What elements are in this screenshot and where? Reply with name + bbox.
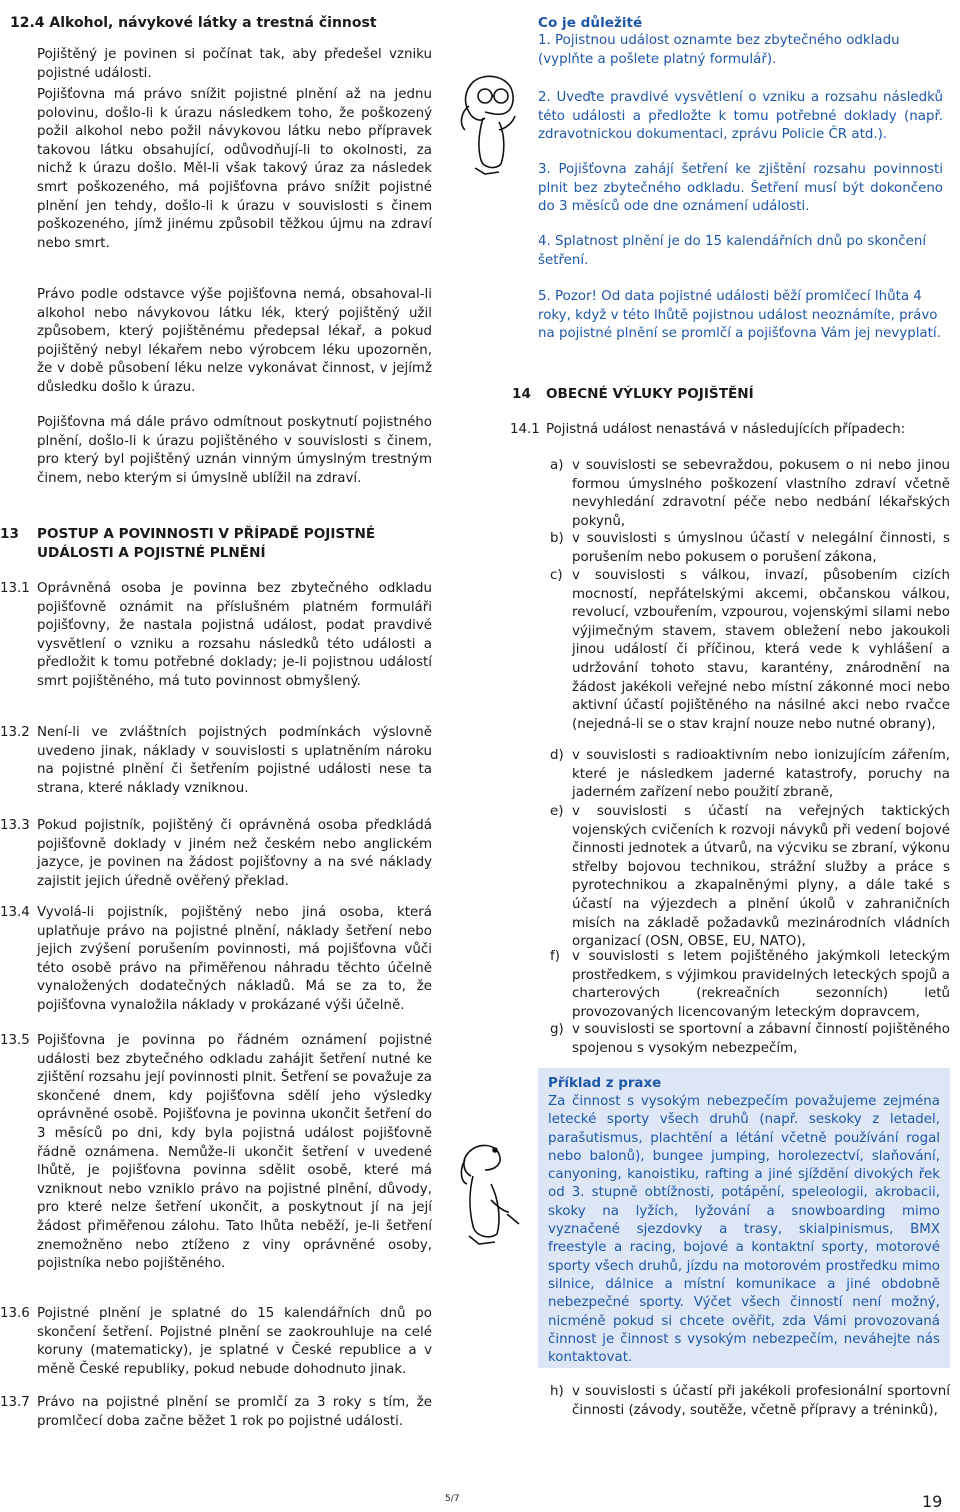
item-text: Pojistné plnění je splatné do 15 kalendářních dnů po skončení šetření. Pojistné plnění se zaokrouhluje na celé koruny (matematicky), je splatné v České republice a v měně České republiky, pokud nebude dohodnuto jinak. <box>37 1306 432 1377</box>
item-text: v souvislosti se sportovní a zábavní činností pojištěného spojenou s vysokým nebezpečím, <box>572 1022 950 1056</box>
exclusion-item <box>550 747 950 803</box>
important-item: 1. Pojistnou událost oznamte bez zbytečného odkladu (vyplňte a pošlete platný formulář). <box>538 33 900 67</box>
item-number: 13.2 <box>0 725 30 740</box>
item-letter: e) <box>550 804 564 819</box>
item-letter: c) <box>550 568 563 583</box>
paragraph: Pojišťovna má právo snížit pojistné plnění až na jednu polovinu, došlo-li k úrazu následkem toho, že poškozený požil alkohol nebo požil návykovou látku nebo přípravek takovou látku obsahující, odůvodňují-li to okolnosti, za nichž k úrazu došlo. Měl-li však takový úraz za následek smrt poškozeného, má pojišťovna právo snížit pojistné plnění jen tehdy, došlo-li k úrazu v souvislosti s činem poškozeného, jímž jinému způsobil těžkou újmu na zdraví nebo smrt. <box>37 87 432 251</box>
section-12-4-title: 12.4 Alkohol, návykové látky a trestná činnost <box>10 15 377 31</box>
snoopy-pointer-illustration <box>455 1140 520 1250</box>
item-text: Pokud pojistník, pojištěný či oprávněná osoba předkládá pojišťovně doklady v jiném než českém nebo anglickém jazyce, je povinen na žádost pojišťovny a na své náklady zajistit jejich úředně ověřený překlad. <box>37 818 432 889</box>
section-13-title: POSTUP A POVINNOSTI V PŘÍPADĚ POJISTNÉ UDÁLOSTI A POJISTNÉ PLNĚNÍ <box>37 526 376 561</box>
item-text: Pojišťovna je povinna po řádném oznámení pojistné události bez zbytečného odkladu zahájit šetření nutné ke zjištění rozsahu její povinnosti plnit. Šetření se považuje za skončené dnem, kdy pojišťovna sdělí jeho výsledky oprávněné osobě. Pojišťovna je povinna ukončit šetření do 3 měsíců po dni, kdy byla pojistná událost pojišťovně řádně oznámena. Nemůže-li ukončit šetření v uvedené lhůtě, je pojišťovna povinna sdělit osobě, které má vzniknout nebo vzniklo právo na pojistné plnění, důvody, pro které nelze šetření ukončit, a poskytnout jí na její žádost přiměřenou zálohu. Tato lhůta neběží, je-li šetření znemožněno nebo ztíženo z viny oprávněné osoby, pojistníka nebo pojištěného. <box>37 1033 432 1272</box>
item-number: 13.7 <box>0 1395 30 1410</box>
snoopy-thinking-illustration <box>455 72 520 177</box>
important-item: 4. Splatnost plnění je do 15 kalendářních dnů po skončení šetření. <box>538 234 927 268</box>
exclusion-item <box>550 948 950 1022</box>
item-text: Není-li ve zvláštních pojistných podmínkách výslovně uvedeno jinak, náklady v souvislosti s uplatněním nároku na pojistné plnění či šetřením pojistné události nese ta strana, které náklady vzniknou. <box>37 725 432 796</box>
item-text: Vyvolá-li pojistník, pojištěný nebo jiná osoba, která uplatňuje právo na pojistné plnění, náklady šetření nebo jejich zvýšení porušením povinnosti, má pojišťovna vůči této osobě právo na přiměřenou náhradu těchto účelně vynaložených dodatečných nákladů. Má se za to, že pojišťovna vynaložila náklady v prokázané výši účelně. <box>37 905 432 1013</box>
exclusion-item <box>550 530 950 567</box>
item-text: v souvislosti s radioaktivním nebo ionizujícím zářením, které je následkem jaderné katastrofy, poruchy na jaderném zařízení nebo použití zbraně, <box>572 748 950 801</box>
item-text: Právo na pojistné plnění se promlčí za 3 roky s tím, že promlčecí doba začne běžet 1 rok po pojistné události. <box>37 1395 432 1429</box>
exclusion-item <box>550 803 950 952</box>
item-number: 13.5 <box>0 1033 30 1048</box>
important-item: 5. Pozor! Od data pojistné události běží promlčecí lhůta 4 roky, když v této lhůtě pojistnou událost neoznámíte, právo na pojistné plnění se promlčí a pojišťovna Vám jej nevyplatí. <box>538 289 941 342</box>
important-item: 2. Uveďte pravdivé vysvětlení o vzniku a rozsahu následků této události a předložte k tomu potřebné doklady (např. zdravotnickou dokumentaci, zprávu Policie ČR atd.). <box>538 90 943 143</box>
exclusion-item <box>550 1383 950 1420</box>
item-number: 13.6 <box>0 1306 30 1321</box>
section-14-title: OBECNÉ VÝLUKY POJIŠTĚNÍ <box>546 386 754 402</box>
paragraph: Pojišťovna má dále právo odmítnout poskytnutí pojistného plnění, došlo-li k úrazu pojištěného v souvislosti s činem, pro který byl pojištěný uznán vinným úmyslným trestným činem, nebo kterým si úmyslně ublížil na zdraví. <box>37 415 432 486</box>
item-number: 14.1 <box>510 422 540 437</box>
item-text: v souvislosti se sebevraždou, pokusem o ni nebo jinou formou úmyslného poškození vlastního zdraví včetně nevyhledání zdravotní péče nebo nedbání lékařských pokynů, <box>572 458 950 529</box>
item-letter: h) <box>550 1384 564 1399</box>
section-14-intro: Pojistná událost nenastává v následujících případech: <box>546 422 906 437</box>
exclusion-item <box>550 457 950 531</box>
page-fraction: 5/7 <box>445 1494 460 1504</box>
item-text: v souvislosti s účastí při jakékoli profesionální sportovní činnosti (závody, soutěže, včetně přípravy a tréninků), <box>572 1384 950 1418</box>
item-text: v souvislosti s válkou, invazí, působením cizích mocností, nepřátelskými akcemi, občanskou válkou, revolucí, vzbouřením, vzpourou, vojenskými silami nebo výjimečným stavem, stavem obležení nebo jakoukoli jinou událostí či příčinou, která vede k vyhlášení a udržování tohoto stavu, karantény, znárodnění na žádost jakékoli veřejné nebo místní zákonné moci nebo aktivní účastí pojištěného na násilné akci nebo rvačce (nejedná-li se o stav krajní nouze nebo nutné obrany), <box>572 568 950 732</box>
example-title: Příklad z praxe <box>548 1076 662 1091</box>
item-number: 13.4 <box>0 905 30 920</box>
item-number: 13.1 <box>0 581 30 596</box>
paragraph: Právo podle odstavce výše pojišťovna nemá, obsahoval-li alkohol nebo návykovou látku lék, který pojištěný užil způsobem, který pojištěnému předepsal lékař, a pokud pojištěný nebyl lékařem nebo výrobcem léku upozorněn, že v době působení léku nelze vykonávat činnost, v jejímž důsledku došlo k úrazu. <box>37 287 432 395</box>
item-text: Oprávněná osoba je povinna bez zbytečného odkladu pojišťovně oznámit na příslušném platném formuláři pojišťovny, že nastala pojistná událost, podat pravdivé vysvětlení o vzniku a rozsahu následků této události a předložit k tomu potřebné doklady; je-li pojistnou událostí smrt pojištěného, má tuto povinnost obmyšlený. <box>37 581 432 689</box>
item-letter: f) <box>550 949 560 964</box>
important-title: Co je důležité <box>538 15 643 31</box>
item-text: v souvislosti s úmyslnou účastí v nelegální činnosti, s porušením nebo pokusem o porušení zákona, <box>572 531 950 565</box>
exclusion-item <box>550 1021 950 1058</box>
item-text: v souvislosti s letem pojištěného jakýmkoli leteckým prostředkem, s výjimkou pravidelných leteckých spojů a charterových (rekreačních sezonních) letů provozovaných licencovaným leteckým dopravcem, <box>572 949 950 1020</box>
exclusion-item <box>550 567 950 734</box>
item-letter: g) <box>550 1022 564 1037</box>
paragraph: Pojištěný je povinen si počínat tak, aby předešel vzniku pojistné události. <box>37 47 432 81</box>
example-text: Za činnost s vysokým nebezpečím považujeme zejména letecké sporty všech druhů (např. seskoky z letadel, parašutismus, plachtění a létání včetně používání rogal nebo balonů), bungee jumping, horolezectví, slaňování, canyoning, kanoistiku, rafting a jiné sjíždění divokých řek od 3. stupně obtížnosti, potápění, speleologii, akrobacii, skoky na lyžích, lyžování a snowboarding mimo vyznačené sjezdovky a trasy, skialpinismus, BMX freestyle a racing, bojové a kontaktní sporty, motorové sporty všech druhů, jízdu na motorovém prostředku mimo silnice, dálnice a místní komunikace a jiné obdobně nebezpečné sporty. Výčet všech činností není možný, nicméně pokud si chcete ověřit, zda Vámi provozovaná činnost je činnost s vysokým nebezpečím, neváhejte nás kontaktovat. <box>548 1094 940 1366</box>
item-letter: b) <box>550 531 564 546</box>
item-letter: d) <box>550 748 564 763</box>
section-14-number: 14 <box>512 386 531 402</box>
item-letter: a) <box>550 458 564 473</box>
page-number: 19 <box>922 1492 943 1511</box>
section-13-number: 13 <box>0 526 19 542</box>
item-number: 13.3 <box>0 818 30 833</box>
example-box <box>538 1068 950 1368</box>
item-text: v souvislosti s účastí na veřejných taktických vojenských cvičeních k rozvoji návyků při vedení bojové činnosti jednotek a útvarů, na výcviku se zbraní, výkonu střelby bojovou technikou, strážní služby a práce s pyrotechnikou a zkapalněnými plyny, a dále také s účastí na výjezdech a plnění úkolů v zahraničních misích na základě požadavků mezinárodních vládních organizací (OSN, OBSE, EU, NATO), <box>572 804 950 950</box>
important-item: 3. Pojišťovna zahájí šetření ke zjištění rozsahu povinnosti plnit bez zbytečného odkladu. Šetření musí být dokončeno do 3 měsíců ode dne oznámení události. <box>538 162 943 215</box>
